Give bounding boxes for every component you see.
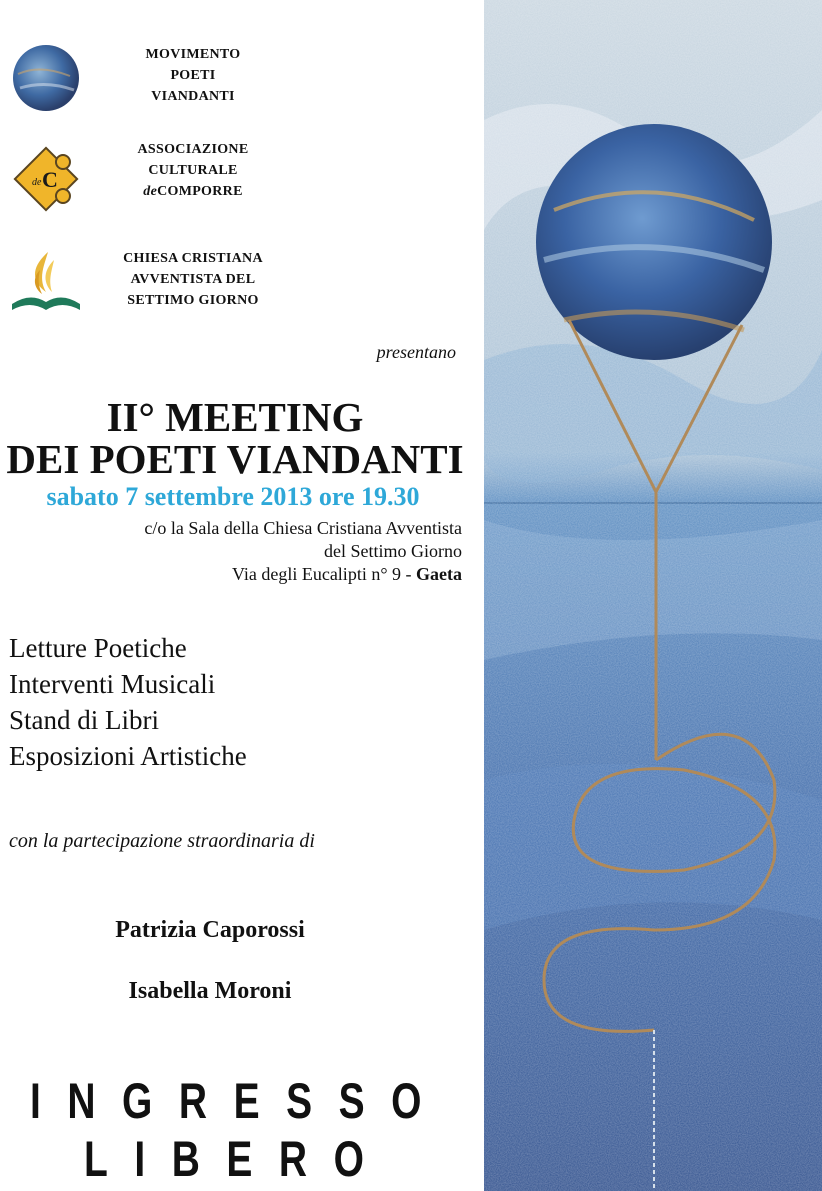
guest-name: Isabella Moroni xyxy=(128,978,292,1004)
logo-text-c: C xyxy=(42,167,58,192)
activity-item: Letture Poetiche xyxy=(9,633,187,663)
event-title xyxy=(0,396,470,480)
partecipazione-text: con la partecipazione straordinaria di xyxy=(9,830,315,852)
painting-artwork xyxy=(484,0,822,1191)
activities-list xyxy=(9,630,247,774)
title-line-2: DEI POETI VIANDANTI xyxy=(6,436,464,482)
ingresso-text: INGRESSO xyxy=(30,1073,449,1129)
address-line-3: Via degli Eucalipti n° 9 - Gaeta xyxy=(231,564,462,584)
org-associazione-decomporre xyxy=(10,139,310,209)
activity-item: Interventi Musicali xyxy=(9,669,216,699)
org-name: MOVIMENTO POETI VIANDANTI xyxy=(145,47,241,104)
event-date: sabato 7 settembre 2013 ore 19.30 xyxy=(46,482,420,511)
logo-text-de: de xyxy=(32,177,42,188)
org-name: CHIESA CRISTIANA AVVENTISTA DEL SETTIMO GIORNO xyxy=(123,251,263,308)
org-chiesa-avventista xyxy=(10,248,310,318)
blue-sphere-logo xyxy=(10,44,82,114)
adventist-flame-logo xyxy=(10,248,82,318)
activity-item: Esposizioni Artistiche xyxy=(9,741,247,771)
org-name: ASSOCIAZIONE CULTURALE deCOMPORRE xyxy=(137,142,249,199)
activity-item: Stand di Libri xyxy=(9,705,159,735)
address-line-1: c/o la Sala della Chiesa Cristiana Avventista xyxy=(144,518,462,538)
libero-text: LIBERO xyxy=(84,1131,391,1187)
title-line-1: II° MEETING xyxy=(106,394,364,440)
org-movimento-poeti-viandanti xyxy=(10,44,310,114)
guest-name: Patrizia Caporossi xyxy=(115,917,305,943)
address-line-2: del Settimo Giorno xyxy=(324,541,462,561)
presentano-text: presentano xyxy=(376,342,456,362)
puzzle-piece-logo xyxy=(10,139,82,219)
